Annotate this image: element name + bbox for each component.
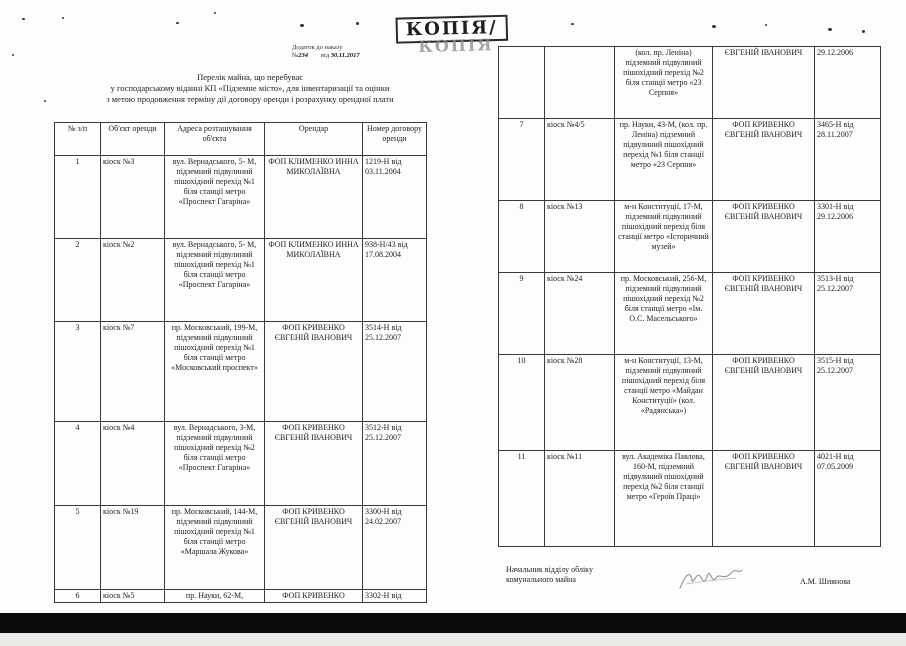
row-contract: 29.12.2006	[815, 47, 881, 119]
row-tenant: ФОП КРИВЕНКО ЄВГЕНІЙ ІВАНОВИЧ	[713, 355, 815, 451]
row-contract: 4021-Н від 07.05.2009	[815, 451, 881, 547]
addendum-number-label: №	[292, 52, 299, 59]
table-row	[499, 47, 881, 119]
row-tenant: ФОП КЛИМЕНКО ИННА МИКОЛАЇВНА	[265, 239, 363, 322]
table-row	[55, 156, 427, 239]
row-contract: 3514-Н від 25.12.2007	[363, 322, 427, 422]
row-object: кіоск №7	[101, 322, 165, 422]
scan-bottom-bar	[0, 613, 906, 633]
row-object: кіоск №11	[545, 451, 615, 547]
row-num: 2	[55, 239, 101, 322]
row-address: вул. Академіка Павлова, 160-М, підземний підвулиний пішохідний перехід №2 біля станції метро «Героїв Праці»	[615, 451, 713, 547]
row-contract: 3301-Н від 29.12.2006	[815, 201, 881, 273]
table-row	[55, 322, 427, 422]
row-object: кіоск №4	[101, 422, 165, 506]
row-address: (кол. пр. Леніна) підземний підвулиний пішохідний перехід №2 біля станції метро «23 Серпня»	[615, 47, 713, 119]
row-contract: 3513-Н від 25.12.2007	[815, 273, 881, 355]
header-address: Адреса розташування об'єкта	[165, 123, 265, 156]
table-row	[499, 451, 881, 547]
row-address: пр. Московський, 256-М, підземний підвулиний пішохідний перехід №2 біля станції метро «Ім. О.С. Масельського»	[615, 273, 713, 355]
row-tenant: ФОП КРИВЕНКО ЄВГЕНІЙ ІВАНОВИЧ	[265, 422, 363, 506]
row-num: 1	[55, 156, 101, 239]
signer-name: А.М. Шиянова	[800, 577, 851, 586]
row-contract: 3300-Н від 24.02.2007	[363, 506, 427, 590]
heading-line-3: з метою продовження терміну дії договору оренди і розрахунку орендної плати	[106, 94, 394, 104]
table-row	[499, 355, 881, 451]
row-address: пр. Науки, 62-М,	[165, 590, 265, 603]
table-row	[55, 422, 427, 506]
row-num: 4	[55, 422, 101, 506]
addendum-number-value: 234	[298, 52, 308, 59]
header-num: № з/п	[55, 123, 101, 156]
row-contract: 3302-Н від	[363, 590, 427, 603]
row-object: кіоск №13	[545, 201, 615, 273]
table-header-row	[55, 123, 427, 156]
row-object: кіоск №5	[101, 590, 165, 603]
row-object: кіоск №3	[101, 156, 165, 239]
addendum-date-value: 30.11.2017	[330, 52, 360, 59]
table-row	[55, 506, 427, 590]
addendum-number-line	[292, 52, 360, 60]
row-object: кіоск №4/5	[545, 119, 615, 201]
signatory-title-line-2: комунального майна	[506, 575, 576, 584]
row-num: 9	[499, 273, 545, 355]
property-table-left	[54, 122, 427, 603]
row-address: вул. Вернадського, 5- М, підземний підвулиний пішохідний перехід №1 біля станції метро «Проспект Гагаріна»	[165, 239, 265, 322]
row-address: вул. Вернадського, 5- М, підземний підвулиний пішохідний перехід №1 біля станції метро «Проспект Гагаріна»	[165, 156, 265, 239]
row-object: кіоск №19	[101, 506, 165, 590]
row-address: пр. Науки, 43-М, (кол. пр. Леніна) підземний підвулиний пішохідний перехід №1 біля станції метро «23 Серпня»	[615, 119, 713, 201]
row-address: пр. Московський, 144-М, підземний підвулиний пішохідний перехід №1 біля станції метро «Маршала Жукова»	[165, 506, 265, 590]
table-row	[55, 590, 427, 603]
document-heading	[40, 72, 460, 105]
row-object: кіоск №28	[545, 355, 615, 451]
heading-line-1: Перелік майна, що перебуває	[197, 72, 303, 82]
handwritten-signature	[676, 566, 746, 592]
header-contract: Номер договору оренди	[363, 123, 427, 156]
table-row	[55, 239, 427, 322]
row-num: 11	[499, 451, 545, 547]
row-contract: 3465-Н від 28.11.2007	[815, 119, 881, 201]
stamp-ghost-text: КОПІЯ	[418, 35, 494, 57]
row-tenant: ФОП КРИВЕНКО ЄВГЕНІЙ ІВАНОВИЧ	[713, 201, 815, 273]
row-contract: 938-Н/43 від 17.08.2004	[363, 239, 427, 322]
addendum-reference	[292, 44, 360, 60]
row-num: 7	[499, 119, 545, 201]
row-object: кіоск №24	[545, 273, 615, 355]
row-num: 10	[499, 355, 545, 451]
property-table-right	[498, 46, 881, 547]
scan-bottom-margin	[0, 633, 906, 646]
row-object: кіоск №2	[101, 239, 165, 322]
row-tenant: ЄВГЕНІЙ ІВАНОВИЧ	[713, 47, 815, 119]
signatory-title-line-1: Начальник відділу обліку	[506, 565, 593, 574]
table-row	[499, 273, 881, 355]
heading-line-2: у господарському віданні КП «Підземне місто», для інвентаризації та оцінки	[110, 83, 390, 93]
row-num: 3	[55, 322, 101, 422]
row-tenant: ФОП КРИВЕНКО ЄВГЕНІЙ ІВАНОВИЧ	[265, 506, 363, 590]
table-row	[499, 119, 881, 201]
row-tenant: ФОП КРИВЕНКО ЄВГЕНІЙ ІВАНОВИЧ	[713, 119, 815, 201]
row-contract: 3512-Н від 25.12.2007	[363, 422, 427, 506]
addendum-title: Додаток до наказу	[292, 44, 343, 51]
row-tenant: ФОП КЛИМЕНКО ИННА МИКОЛАЇВНА	[265, 156, 363, 239]
row-address: м-н Конституції, 13-М, підземний підвулиний пішохідний перехід біля станції метро «Майдан Конституції» (кол. «Радянська»)	[615, 355, 713, 451]
row-contract: 3515-Н від 25.12.2007	[815, 355, 881, 451]
row-address: пр. Московський, 199-М, підземний підвулиний пішохідний перехід №1 біля станції метро «Московський проспект»	[165, 322, 265, 422]
row-tenant: ФОП КРИВЕНКО ЄВГЕНІЙ ІВАНОВИЧ	[713, 273, 815, 355]
row-num: 5	[55, 506, 101, 590]
signatory-title	[506, 565, 593, 585]
row-num	[499, 47, 545, 119]
row-tenant: ФОП КРИВЕНКО ЄВГЕНІЙ ІВАНОВИЧ	[265, 322, 363, 422]
row-address: м-н Конституції, 17-М, підземний підвулиний пішохідний перехід біля станції метро «Історичний музей»	[615, 201, 713, 273]
addendum-date-label: від	[320, 52, 330, 59]
row-tenant: ФОП КРИВЕНКО	[265, 590, 363, 603]
row-address: вул. Вернадського, 3-М, підземний підвулиний пішохідний перехід №2 біля станції метро «Проспект Гагаріна»	[165, 422, 265, 506]
header-object: Об'єкт оренди	[101, 123, 165, 156]
row-contract: 1219-Н від 03.11.2004	[363, 156, 427, 239]
header-tenant: Орендар	[265, 123, 363, 156]
table-row	[499, 201, 881, 273]
stamp-main-text: КОПІЯ/	[395, 15, 508, 44]
row-tenant: ФОП КРИВЕНКО ЄВГЕНІЙ ІВАНОВИЧ	[713, 451, 815, 547]
row-num: 8	[499, 201, 545, 273]
row-object	[545, 47, 615, 119]
row-num: 6	[55, 590, 101, 603]
